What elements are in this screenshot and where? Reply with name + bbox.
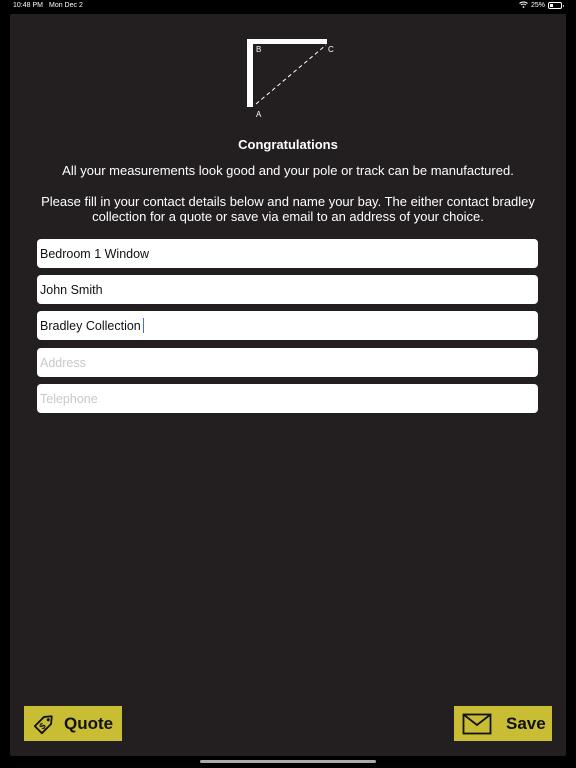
battery-percent: 25%	[530, 2, 545, 9]
name-field[interactable]	[37, 275, 538, 304]
bay-corner-diagram	[246, 36, 336, 124]
success-message: All your measurements look good and your pole or track can be manufactured.	[62, 163, 514, 178]
diagram-label-b: B	[256, 45, 262, 54]
bay-name-field[interactable]	[37, 239, 538, 268]
name-value: John Smith	[40, 282, 103, 297]
status-bar	[0, 0, 576, 12]
bay-name-value: Bedroom 1 Window	[40, 246, 150, 261]
telephone-field[interactable]	[37, 384, 538, 413]
wifi-icon	[519, 1, 528, 10]
envelope-icon	[462, 713, 492, 735]
status-indicators	[519, 1, 562, 10]
address-field[interactable]	[37, 348, 538, 377]
page-title: Congratulations	[238, 137, 338, 152]
text-caret	[143, 318, 145, 333]
diagram-wall-vertical	[247, 39, 253, 107]
address-placeholder: Address	[40, 355, 86, 370]
quote-button[interactable]	[24, 706, 122, 741]
instructions-message: Please fill in your contact details below and name your bay. The either contact bradley collection for a quote or save via email to an address of your choice.	[41, 194, 535, 224]
price-tag-icon	[30, 710, 58, 738]
save-button[interactable]	[454, 706, 552, 741]
svg-text:$: $	[37, 720, 48, 731]
company-field[interactable]	[37, 311, 538, 340]
diagram-diagonal-line	[256, 45, 326, 104]
diagram-label-a: A	[256, 110, 262, 119]
telephone-placeholder: Telephone	[40, 391, 98, 406]
quote-button-label: Quote	[64, 713, 114, 733]
home-indicator[interactable]	[200, 760, 376, 763]
company-value: Bradley Collection	[40, 318, 141, 333]
battery-icon	[548, 2, 562, 9]
main-panel	[10, 14, 566, 756]
status-time: 10:48 PM	[13, 2, 43, 9]
diagram-label-c: C	[328, 45, 334, 54]
status-date: Mon Dec 2	[49, 2, 83, 9]
diagram-wall-horizontal	[247, 39, 327, 44]
save-button-label: Save	[506, 713, 546, 733]
